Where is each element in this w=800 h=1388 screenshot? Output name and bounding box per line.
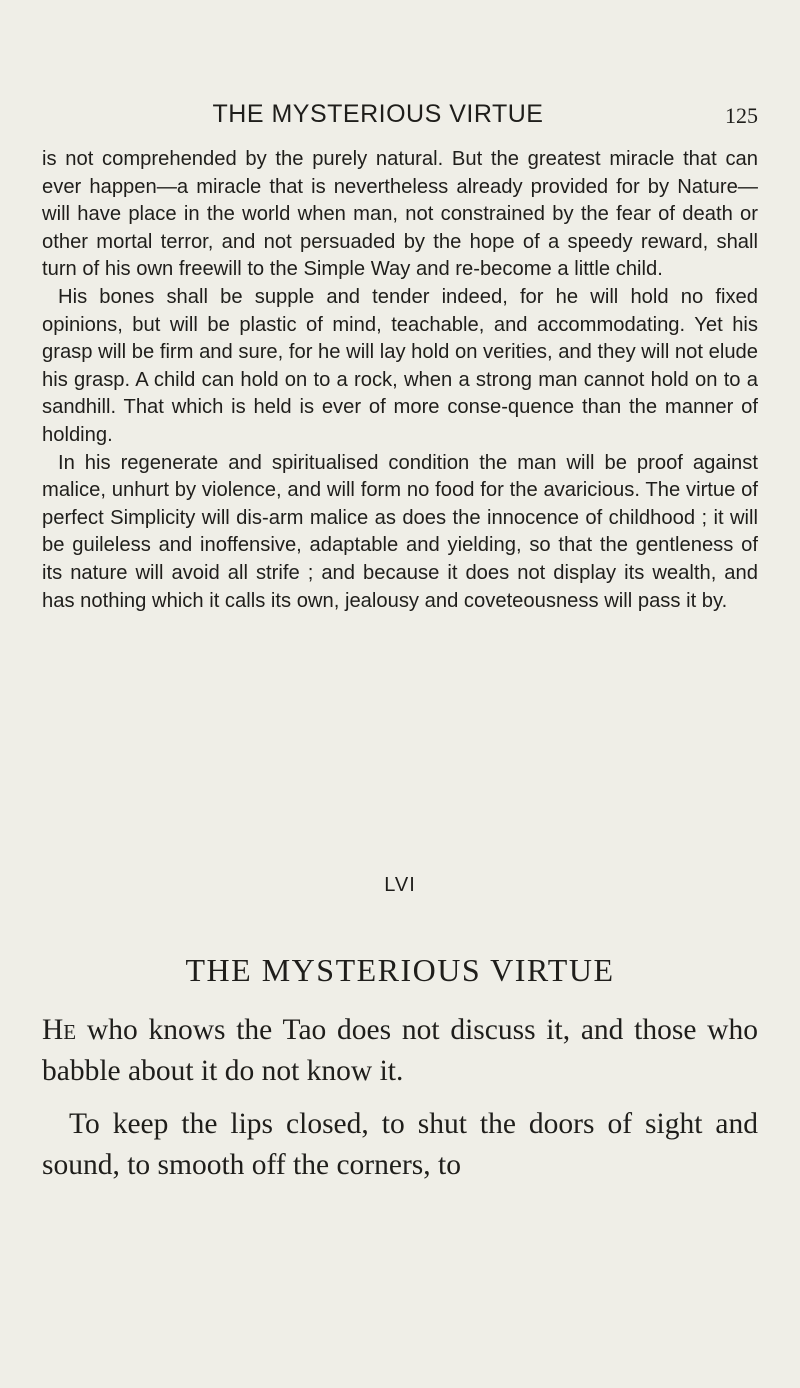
verse-text — [42, 1010, 758, 1198]
verse-first-word: He — [42, 1014, 77, 1046]
paragraph: In his regenerate and spiritualised condition the man will be proof against malice, unhurt by violence, and will form no food for the avaricious. The virtue of perfect Simplicity will dis-arm malice as does the innocence of childhood ; it will be guileless and inoffensive, adaptable and yielding, so that the gentleness of its nature will avoid all strife ; and because it does not display its wealth, and has nothing which it calls its own, jealousy and coveteousness will pass it by. — [42, 451, 758, 612]
chapter-title: THE MYSTERIOUS VIRTUE — [185, 952, 615, 988]
verse-paragraph — [42, 1010, 758, 1092]
paragraph: His bones shall be supple and tender indeed, for he will hold no fixed opinions, but will be plastic of mind, teachable, and accommodating. Yet his grasp will be firm and sure, for he will lay hold on verities, and they will not elude his grasp. A child can hold on to a rock, when a strong man cannot hold on to a sandhill. That which is held is ever of more conse-quence than the manner of holding. — [42, 285, 758, 446]
verse-first-rest: who knows the Tao does not discuss it, and those who babble about it do not know it. — [42, 1014, 758, 1087]
running-head: THE MYSTERIOUS VIRTUE — [212, 100, 544, 128]
page-number: 125 — [725, 103, 758, 128]
chapter-number: LVI — [384, 874, 416, 896]
paragraph: is not comprehended by the purely natural. But the greatest miracle that can ever happen—a miracle that is nevertheless already provided for by Nature—will have place in the world when man, not constrained by the fear of death or other mortal terror, and not persuaded by the hope of a speedy reward, shall turn of his own freewill to the Simple Way and re-become a little child. — [42, 148, 758, 281]
commentary-text — [42, 146, 758, 615]
verse-paragraph: To keep the lips closed, to shut the doors of sight and sound, to smooth off the corners, to — [42, 1108, 758, 1181]
